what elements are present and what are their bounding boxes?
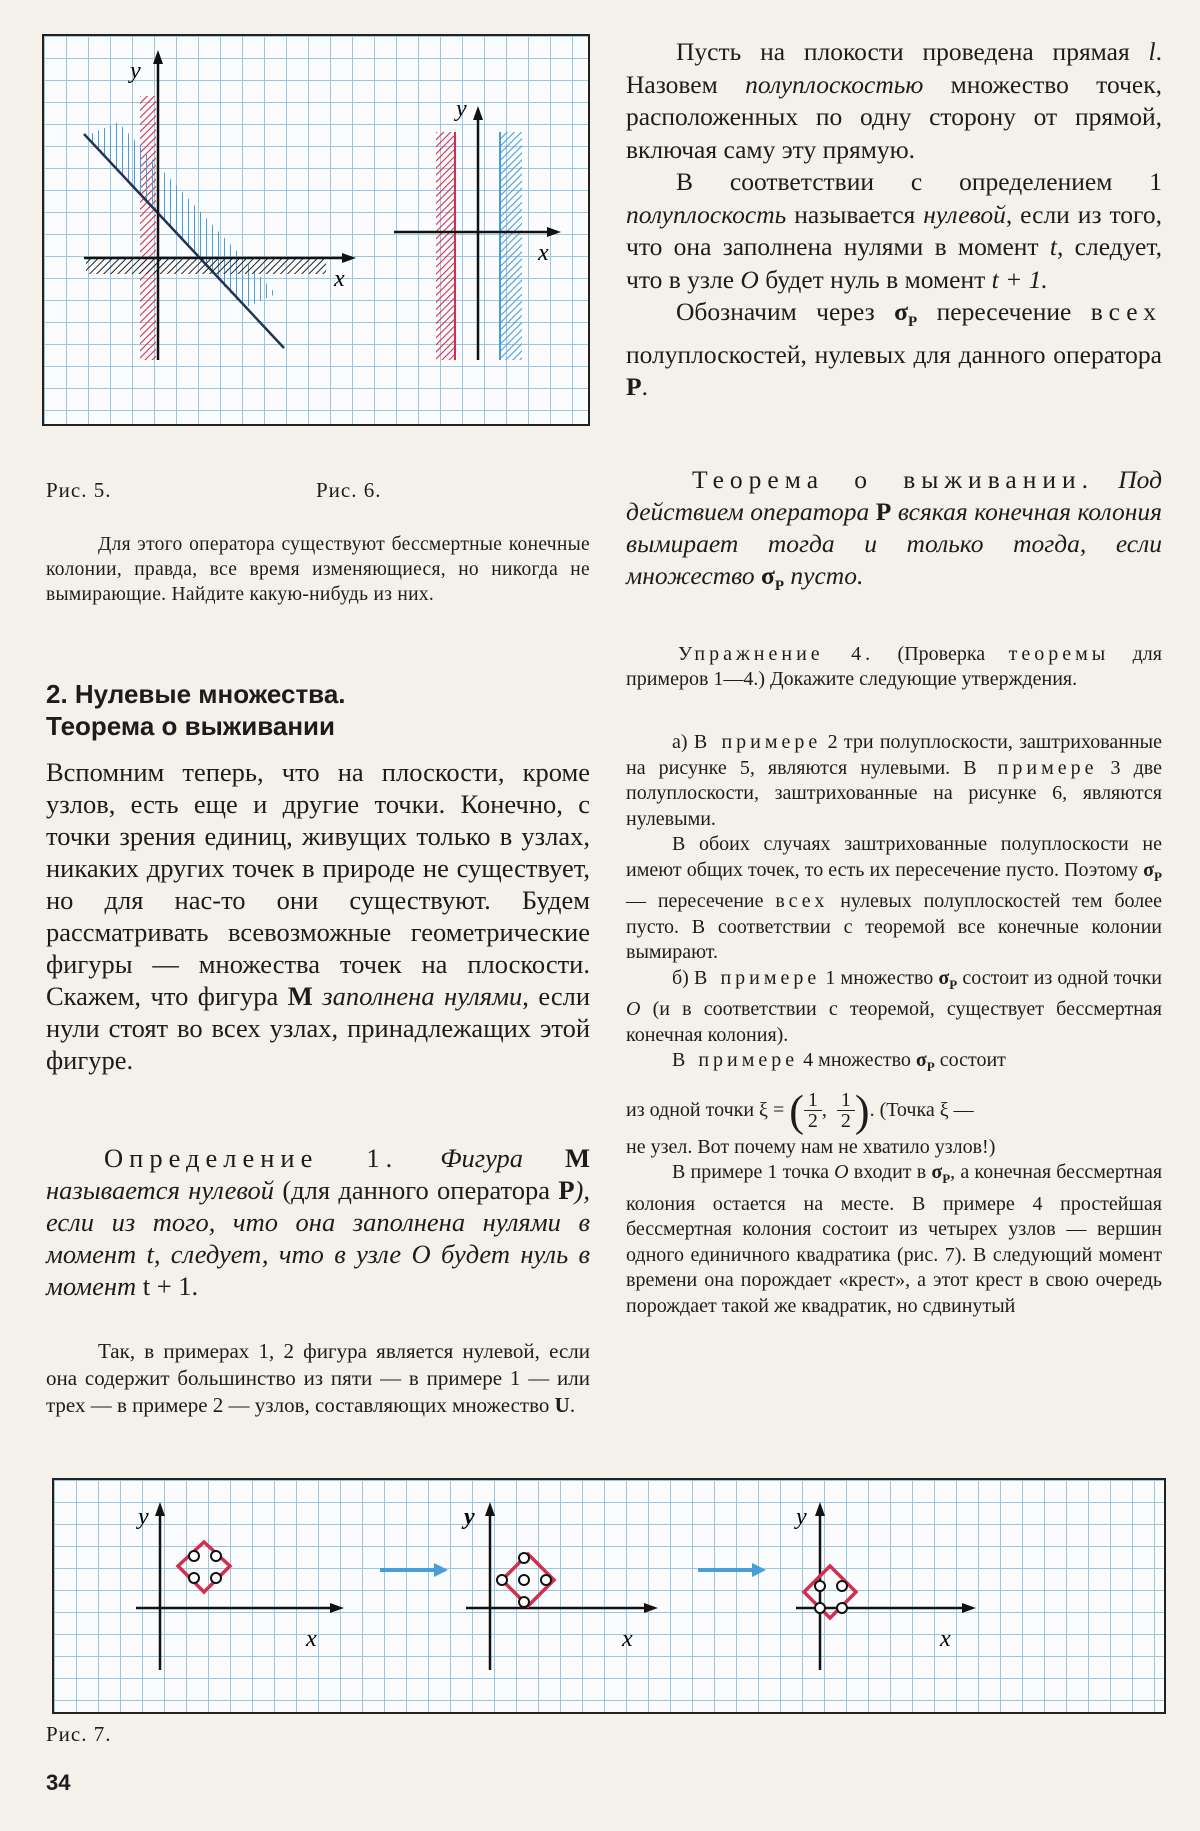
- paragraph-zero-halfplane: В соответствии с определением 1 полуплоскость называется нулевой, если из того, что она заполнена нулями в момент t, следует, что в узле O будет нуль в момент t + 1.: [626, 167, 1162, 294]
- paragraph-halfplane: Пусть на плокости проведена прямая l. Назовем полуплоскостью множество точек, расположенных по одну сторону от прямой, включая саму эту прямую. В соответствии с определением 1 полуплоскость называется нулевой, если из того, что она заполнена нулями в момент t, следует, что в узле O будет нуль в момент t + 1. Обозначим через $\sigma_P$ пересечение всех полуплоскостей, нулевых для данного оператора P.: [626, 36, 1162, 404]
- figure-5-6-box: [42, 34, 590, 426]
- item-both: В обоих случаях заштрихованные полуплоскости не имеют общих точек, то есть их пересечение пусто. Поэтому $\sigma_P$ — пересечение всех нулевых полуплоскостей тем более пусто. В соответствии с теоремой все конечные колонии вымирают.: [626, 833, 1162, 963]
- figure-6: [394, 96, 561, 360]
- definition-1: Определение 1. Фигура M называется нулевой (для данного оператора P), если из того, что она заполнена нулями в момент t, следует, что в узле O будет нуль в момент t + 1.: [46, 1143, 590, 1301]
- item-a: а) В примере 2 три полуплоскости, заштрихованные на рисунке 5, являются нулевыми. В примере 3 две полуплоскости, заштрихованные на рисунке 6, являются нулевыми.: [626, 731, 1162, 830]
- fig6-y-label: y: [456, 96, 467, 122]
- fig5-red-halfplane: [140, 96, 156, 360]
- theorem-label: Теорема о выживании.: [692, 465, 1095, 494]
- survival-theorem: Теорема о выживании. Под действием оператора P всякая конечная колония вымирает тогда и только тогда, если множество $\sigma_P$ пусто.: [626, 465, 1162, 595]
- exercise-4: Упражнение 4. (Проверка теоремы для примеров 1—4.) Докажите следующие утверждения.: [626, 643, 1162, 690]
- figure-7-box: [52, 1478, 1166, 1714]
- section-heading-line1: 2. Нулевые множества.: [46, 679, 346, 709]
- fig7-p2-y: y: [464, 1504, 475, 1530]
- section-heading-line2: Теорема о выживании: [46, 711, 335, 741]
- fig7-caption: Рис. 7.: [46, 1722, 112, 1746]
- xi-point-line: из одной точки ξ = ( $\frac{1}{2}$ , $\frac{1}{2}$ ). (Точка ξ —: [626, 1085, 974, 1135]
- paragraph-sigma-definition: Обозначим через $\sigma_P$ пересечение всех полуплоскостей, нулевых для данного оператора P.: [626, 297, 1162, 402]
- item-immortal-colony: В примере 1 точка O входит в $\sigma_P$, а конечная бессмертная колония остается на месте. В примере 4 простейшая бессмертная колония состоит из четырех узлов — вершин одного единичного квадратика (рис. 7). В следующий момент времени она порождает «крест», а этот крест в свою очередь порождает такой же квадратик, но сдвинутый: [626, 1161, 1163, 1317]
- fig7-panel-2: [461, 1502, 658, 1670]
- fig7-p1-x: x: [306, 1626, 317, 1652]
- figure-7-drawing: [54, 1480, 1164, 1712]
- fig5-blue-halfplane: [86, 122, 276, 308]
- exercise-body: [626, 730, 1162, 1319]
- fig6-x-label: x: [538, 240, 549, 266]
- fig7-arrow-1: [380, 1563, 448, 1577]
- fig7-p1-y: y: [138, 1504, 149, 1530]
- figure-M: M: [287, 981, 313, 1011]
- fig7-p3-square: [804, 1566, 856, 1618]
- fig7-arrow-2: [698, 1563, 766, 1577]
- figure-5: [84, 50, 356, 360]
- fig5-y-label: y: [130, 58, 141, 84]
- fig6-red-halfplane: [436, 132, 454, 360]
- fig7-panel-3: [794, 1502, 976, 1670]
- fig5-x-label: x: [334, 266, 345, 292]
- section-heading: [46, 678, 346, 742]
- fig5-black-halfplane: [86, 258, 326, 274]
- fig6-caption: Рис. 6.: [316, 478, 382, 502]
- figure-5-6-drawing: [44, 36, 588, 424]
- fig7-panel-1: [136, 1502, 344, 1670]
- page-number: 34: [46, 1770, 71, 1795]
- definition-label: Определение 1.: [104, 1143, 399, 1173]
- fig7-p3-y: y: [796, 1504, 807, 1530]
- fig7-p1-square: [178, 1542, 230, 1592]
- fig7-p3-x: x: [940, 1626, 951, 1652]
- fig7-p2-x: x: [622, 1626, 633, 1652]
- item-example-4: В примере 4 множество $\sigma_P$ состоит: [672, 1049, 1006, 1074]
- paragraph-examples: Так, в примерах 1, 2 фигура является нулевой, если она содержит большинство из пяти — в примере 1 — или трех — в примере 2 — узлов, составляющих множество U.: [46, 1339, 590, 1417]
- paragraph-zero-filled: Вспомним теперь, что на плоскости, кроме узлов, есть еще и другие точки. Конечно, с точки зрения единиц, живущих только в узлах, никаких других точек в природе не существует, но для нас-то они существуют. Будем рассматривать всевозможные геометрические фигуры — множества точек на плоскости. Скажем, что фигура M заполнена нулями, если нули стоят во всех узлах, принадлежащих этой фигуре.: [46, 757, 590, 1075]
- item-b: б) В примере 1 множество $\sigma_P$ состоит из одной точки O (и в соответствии с теоремой, существует бессмертная конечная колония).: [626, 966, 1163, 1046]
- exercise-note: Для этого оператора существуют бессмертные конечные колонии, правда, все время изменяющиеся, но никогда не вымирающие. Найдите какую-нибудь из них.: [46, 534, 590, 605]
- fig5-caption: Рис. 5.: [46, 478, 112, 502]
- fig6-blue-halfplane: [500, 132, 522, 360]
- not-a-node-line: не узел. Вот почему нам не хватило узлов!): [626, 1135, 996, 1158]
